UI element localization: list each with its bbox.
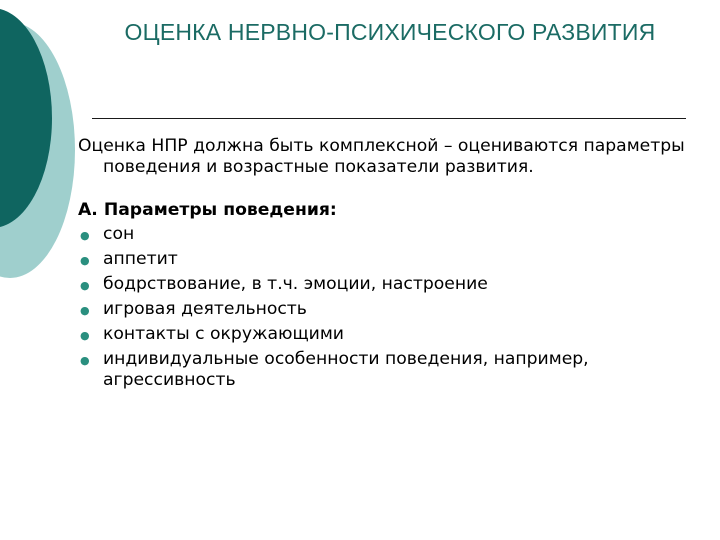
intro-paragraph: Оценка НПР должна быть комплексной – оцениваются параметры поведения и возрастные показатели развития. bbox=[78, 136, 685, 177]
list-item-text: аппетит bbox=[103, 249, 178, 269]
bullet-list bbox=[78, 224, 693, 391]
list-item-text: контакты с окружающими bbox=[103, 324, 344, 344]
bullet-dot-icon: ● bbox=[80, 254, 90, 267]
list-item-text: бодрствование, в т.ч. эмоции, настроение bbox=[103, 274, 488, 294]
slide-body bbox=[78, 136, 693, 395]
list-item-text: игровая деятельность bbox=[103, 299, 307, 319]
bullet-dot-icon: ● bbox=[80, 354, 90, 367]
bullet-dot-icon: ● bbox=[80, 279, 90, 292]
list-item bbox=[78, 324, 693, 345]
bullet-dot-icon: ● bbox=[80, 329, 90, 342]
list-item bbox=[78, 349, 693, 391]
list-item-text: индивидуальные особенности поведения, например, агрессивность bbox=[103, 349, 589, 390]
title-divider bbox=[92, 118, 686, 119]
list-item bbox=[78, 224, 693, 245]
list-item bbox=[78, 299, 693, 320]
bullet-dot-icon: ● bbox=[80, 304, 90, 317]
list-item-text: сон bbox=[103, 224, 135, 244]
list-item bbox=[78, 249, 693, 270]
slide-title: ОЦЕНКА НЕРВНО-ПСИХИЧЕСКОГО РАЗВИТИЯ bbox=[124, 19, 656, 45]
section-heading: А. Параметры поведения: bbox=[78, 200, 337, 220]
bullet-dot-icon: ● bbox=[80, 229, 90, 242]
list-item bbox=[78, 274, 693, 295]
